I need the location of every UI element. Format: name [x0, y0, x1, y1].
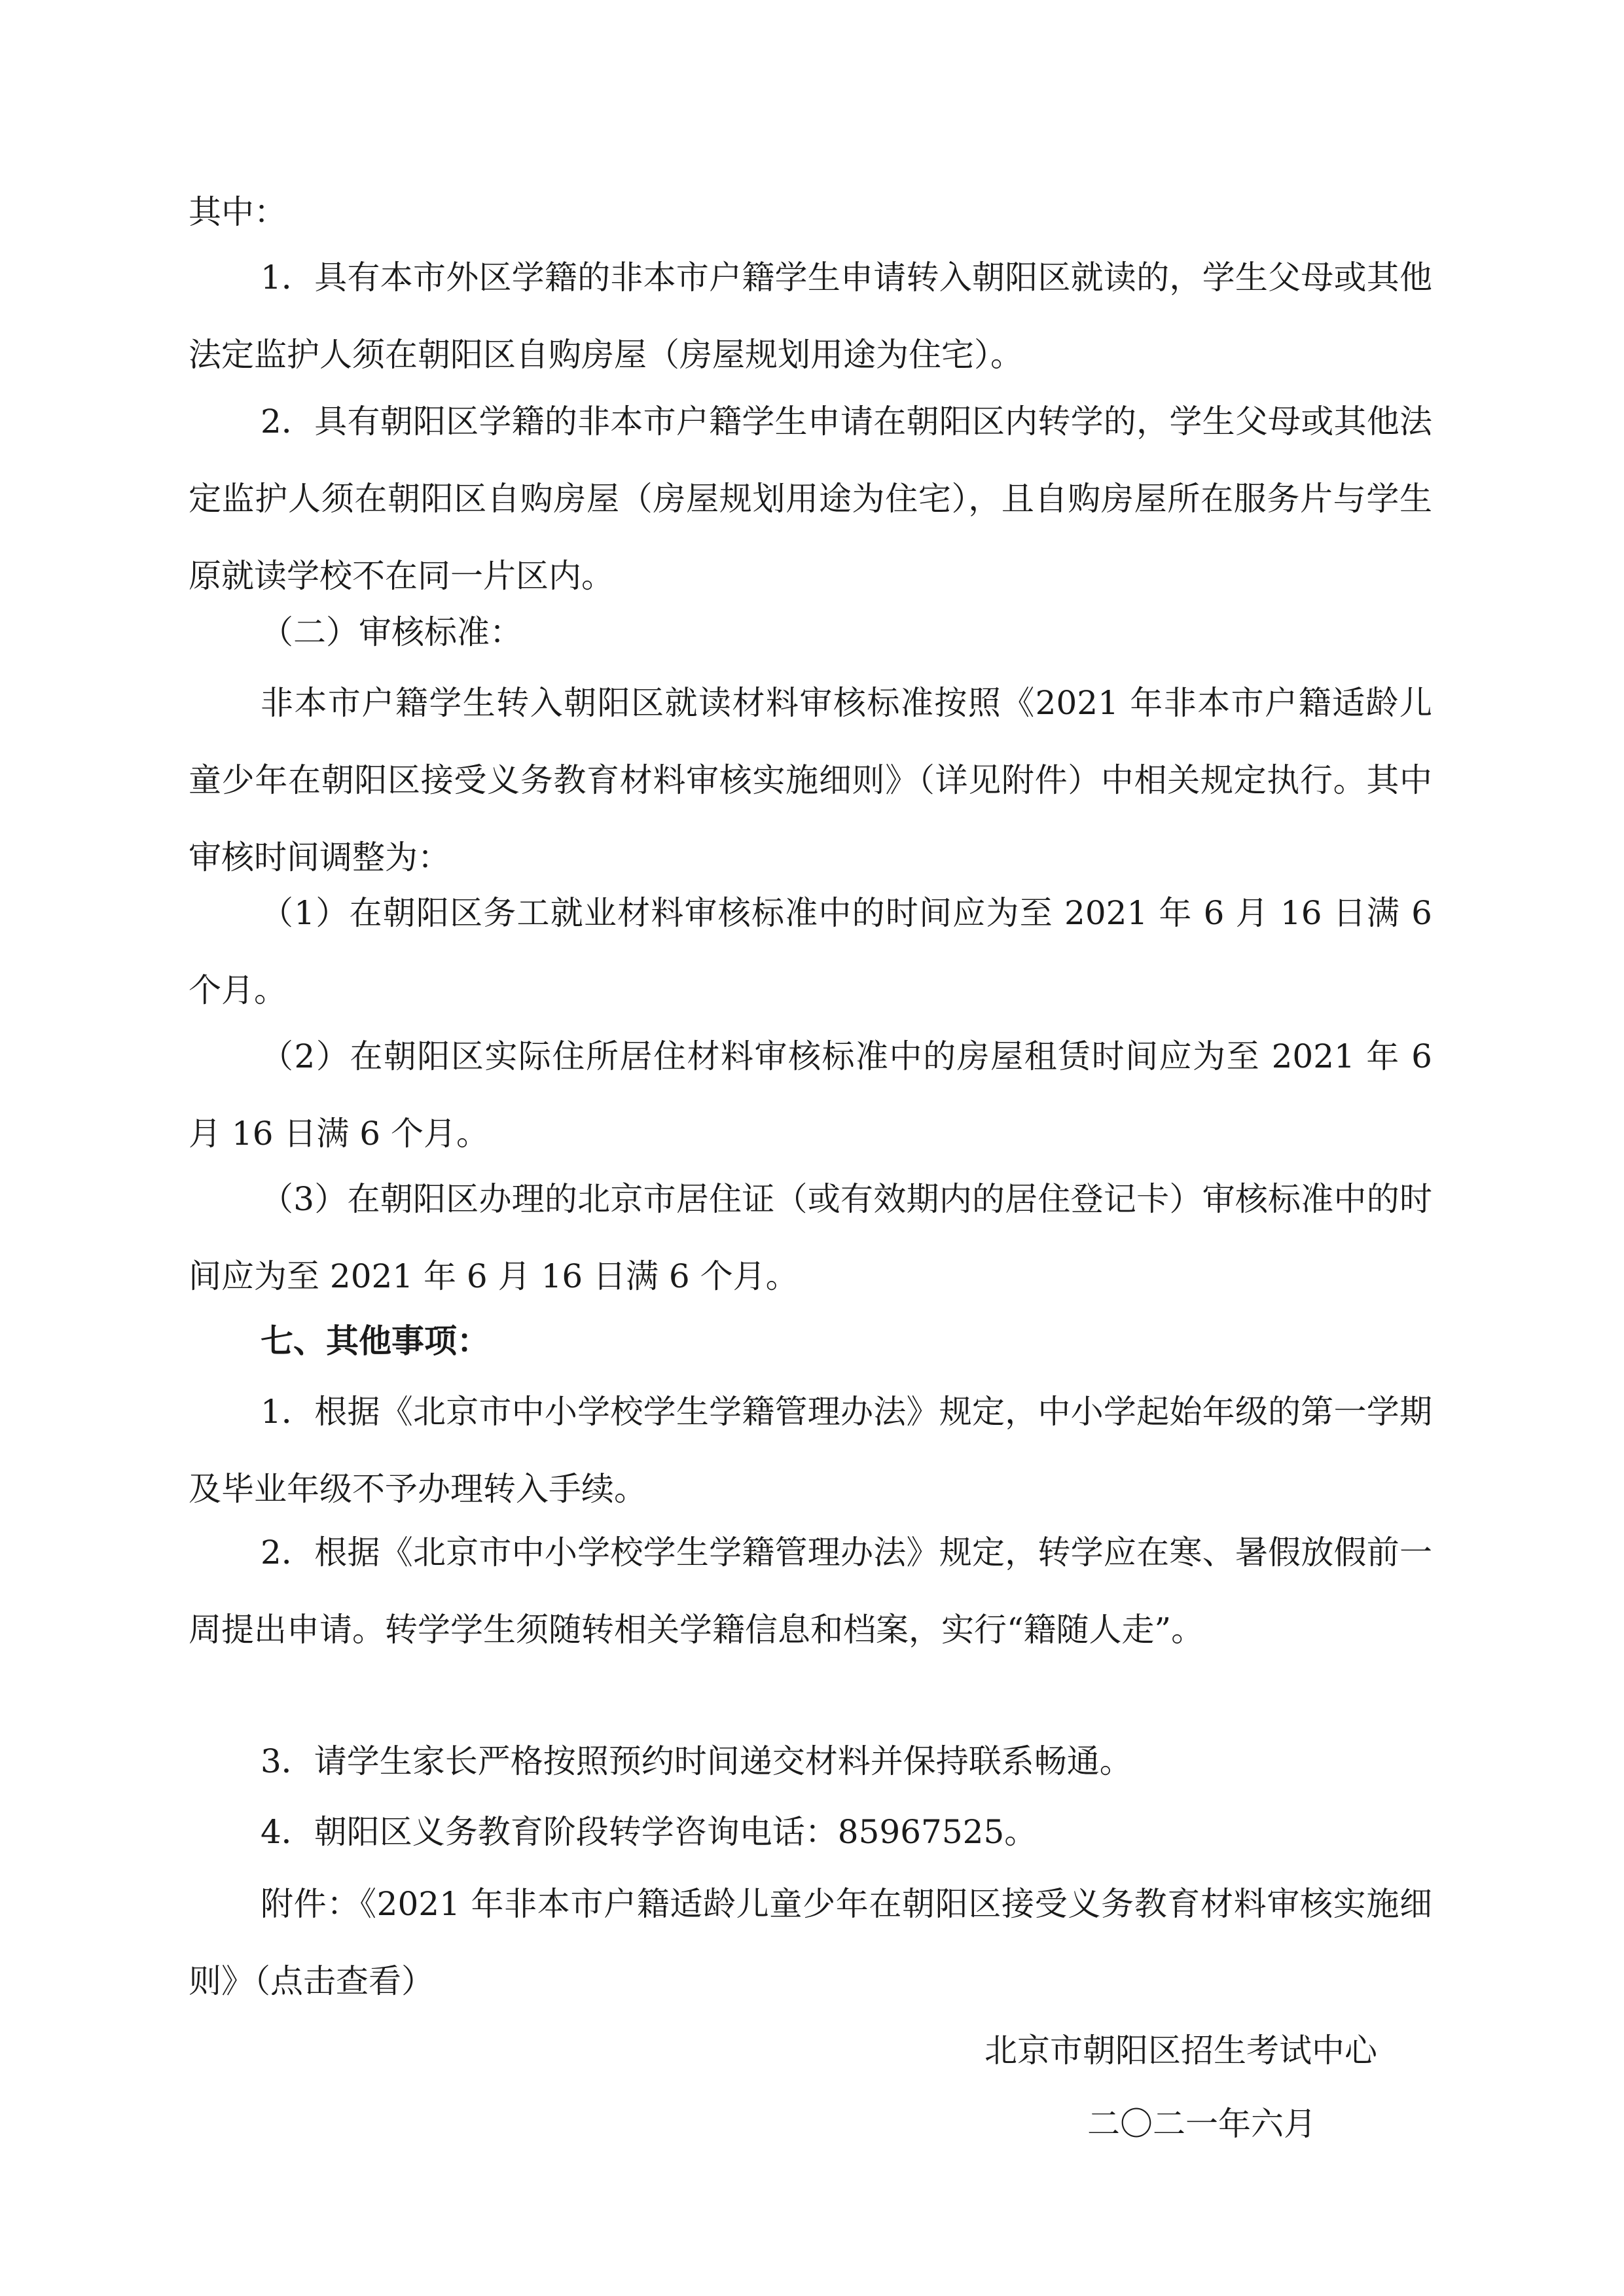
paragraph-review-standard: 非本市户籍学生转入朝阳区就读材料审核标准按照《2021 年非本市户籍适龄儿童少年在朝阳区接受义务教育材料审核实施细则》（详见附件）中相关规定执行。其中审核时间调整为：	[189, 684, 1432, 876]
signature-date: 二〇二一年六月	[1087, 2105, 1316, 2143]
signature-organization: 北京市朝阳区招生考试中心	[984, 2032, 1377, 2070]
section-heading-other-matters: 七、其他事项：	[261, 1321, 490, 1360]
paragraph-item-2: 2．具有朝阳区学籍的非本市户籍学生申请在朝阳区内转学的，学生父母或其他法定监护人须在朝阳区自购房屋（房屋规划用途为住宅），且自购房屋所在服务片与学生原就读学校不在同一片区内。	[189, 403, 1432, 595]
paragraph-other-2: 2．根据《北京市中小学校学生学籍管理办法》规定，转学应在寒、暑假放假前一周提出申请。转学学生须随转相关学籍信息和档案，实行“籍随人走”。	[189, 1534, 1432, 1649]
paragraph-attachment-link[interactable]: 附件：《2021 年非本市户籍适龄儿童少年在朝阳区接受义务教育材料审核实施细则》（点击查看）	[189, 1885, 1432, 2000]
paragraph-other-1: 1．根据《北京市中小学校学生学籍管理办法》规定，中小学起始年级的第一学期及毕业年级不予办理转入手续。	[189, 1393, 1432, 1508]
paragraph-subitem-2: （2）在朝阳区实际住所居住材料审核标准中的房屋租赁时间应为至 2021 年 6 月 16 日满 6 个月。	[189, 1037, 1432, 1153]
paragraph-other-4-phone: 4．朝阳区义务教育阶段转学咨询电话：85967525。	[261, 1813, 1038, 1851]
section-heading-review-standard: （二）审核标准：	[261, 613, 522, 651]
paragraph-subitem-1: （1）在朝阳区务工就业材料审核标准中的时间应为至 2021 年 6 月 16 日满 6 个月。	[189, 894, 1432, 1009]
paragraph-item-1: 1．具有本市外区学籍的非本市户籍学生申请转入朝阳区就读的，学生父母或其他法定监护人须在朝阳区自购房屋（房屋规划用途为住宅）。	[189, 259, 1432, 374]
paragraph-subitem-3: （3）在朝阳区办理的北京市居住证（或有效期内的居住登记卡）审核标准中的时间应为至 2021 年 6 月 16 日满 6 个月。	[189, 1180, 1432, 1295]
paragraph-other-3: 3．请学生家长严格按照预约时间递交材料并保持联系畅通。	[261, 1742, 1132, 1780]
paragraph-intro: 其中：	[189, 193, 287, 231]
